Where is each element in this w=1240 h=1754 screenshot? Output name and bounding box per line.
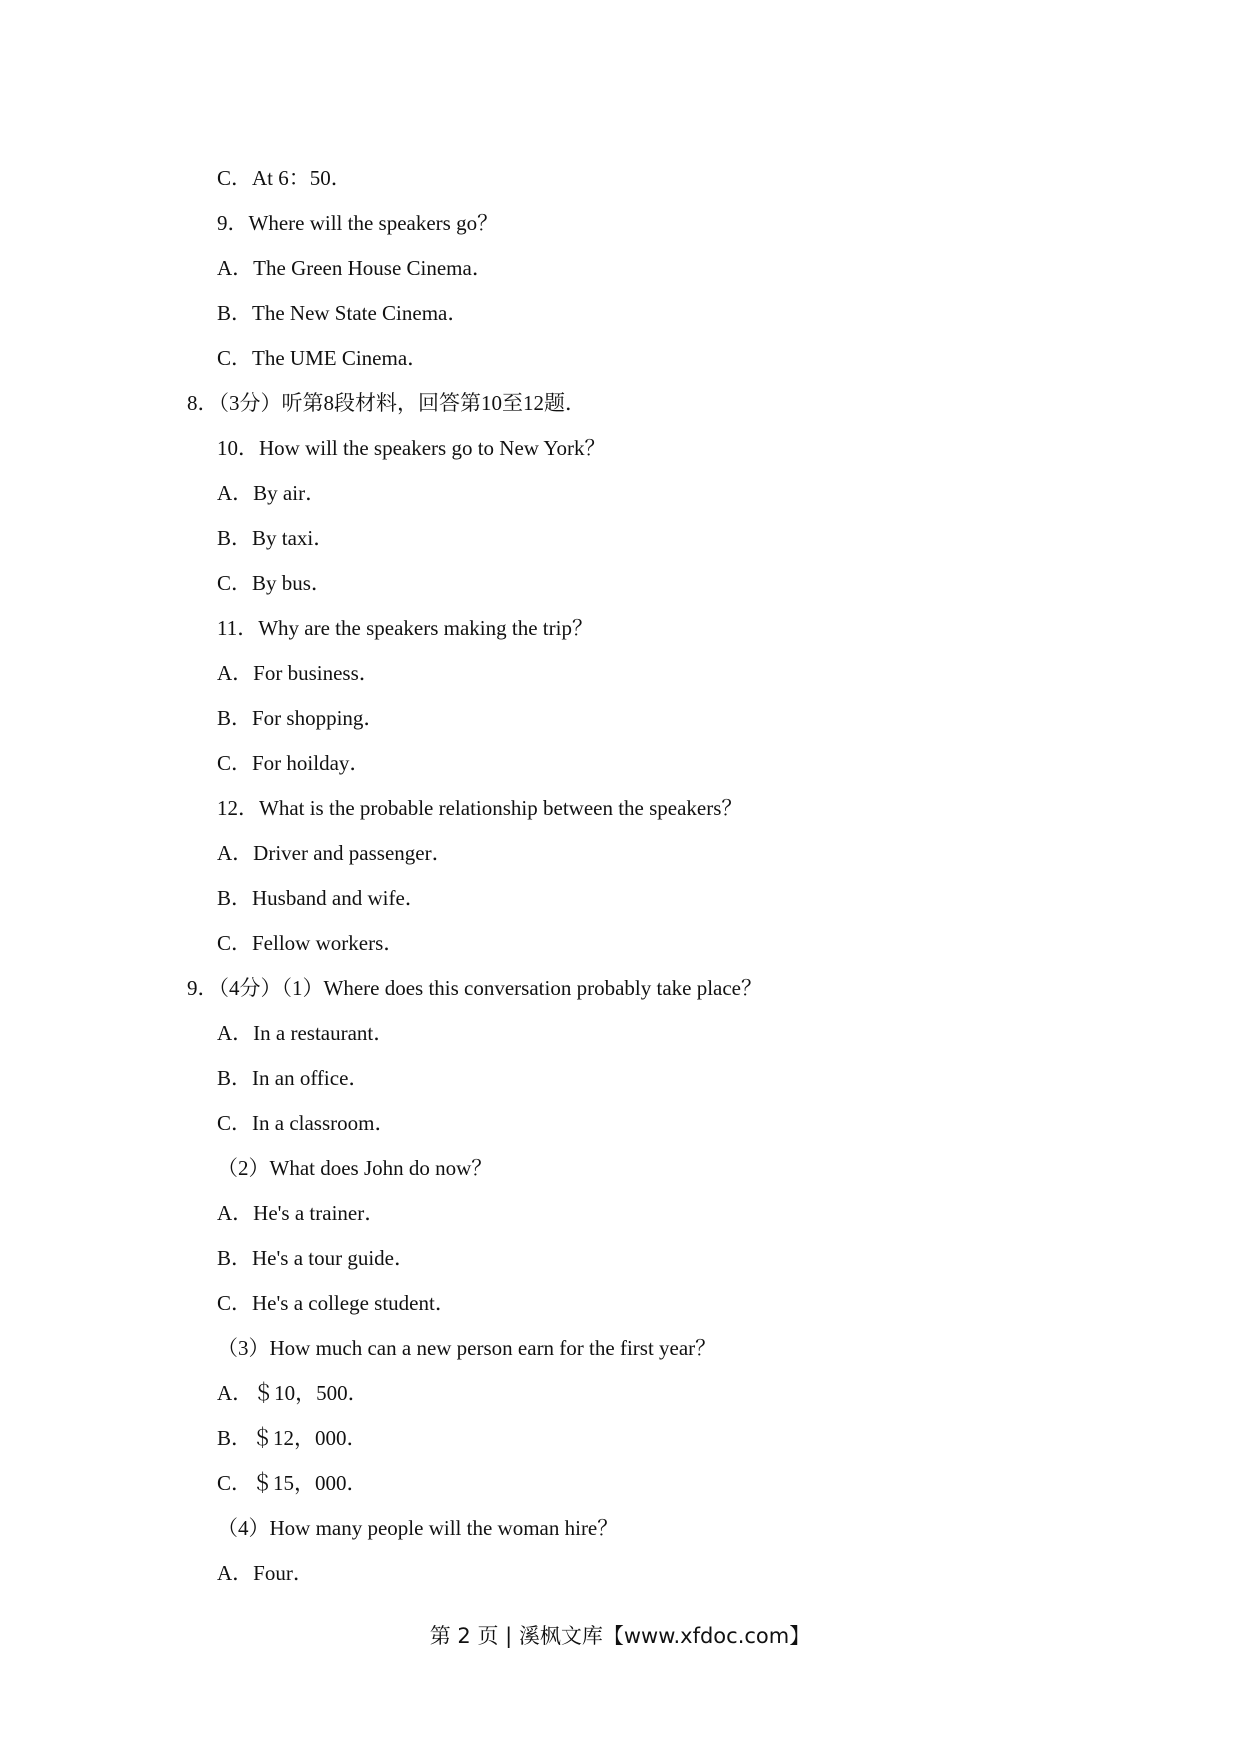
answer-option: B．He's a tour guide． <box>217 1246 416 1270</box>
question-heading: 8．（3分）听第8段材料，回答第10至12题． <box>187 391 586 415</box>
answer-option: C．＄15，000． <box>217 1471 368 1495</box>
answer-option: B．In an office． <box>217 1066 370 1090</box>
answer-option: A．By air． <box>217 481 327 505</box>
answer-option: C．In a classroom． <box>217 1111 396 1135</box>
answer-option: C．For hoilday． <box>217 751 371 775</box>
answer-option: C．At 6：50． <box>217 166 352 190</box>
answer-option: B．For shopping． <box>217 706 385 730</box>
answer-option: B．＄12，000． <box>217 1426 368 1450</box>
answer-option: C．Fellow workers． <box>217 931 405 955</box>
answer-option: A．For business． <box>217 661 380 685</box>
question-item: 12．What is the probable relationship between the speakers？ <box>217 796 743 820</box>
question-item: 11．Why are the speakers making the trip？ <box>217 616 593 640</box>
answer-option: B．The New State Cinema． <box>217 301 469 325</box>
answer-option: A．Driver and passenger． <box>217 841 453 865</box>
question-item: 9．Where will the speakers go？ <box>217 211 499 235</box>
answer-option: A．He's a trainer． <box>217 1201 386 1225</box>
page-footer: 第 2 页 | 溪枫文库【www.xfdoc.com】 <box>429 1624 811 1648</box>
question-item: 10．How will the speakers go to New York？ <box>217 436 606 460</box>
answer-option: B．Husband and wife． <box>217 886 426 910</box>
question-list <box>0 156 1240 1596</box>
sub-question: （2）What does John do now？ <box>217 1156 493 1180</box>
answer-option: A．Four． <box>217 1561 314 1585</box>
answer-option: A．The Green House Cinema． <box>217 256 493 280</box>
answer-option: B．By taxi． <box>217 526 335 550</box>
answer-option: C．By bus． <box>217 571 332 595</box>
sub-question: （3）How much can a new person earn for the first year？ <box>217 1336 717 1360</box>
answer-option: C．He's a college student． <box>217 1291 456 1315</box>
answer-option: A．＄10，500． <box>217 1381 369 1405</box>
sub-question: （4）How many people will the woman hire？ <box>217 1516 619 1540</box>
answer-option: A．In a restaurant． <box>217 1021 395 1045</box>
question-heading: 9．（4分）（1）Where does this conversation probably take place？ <box>187 976 763 1000</box>
answer-option: C．The UME Cinema． <box>217 346 429 370</box>
